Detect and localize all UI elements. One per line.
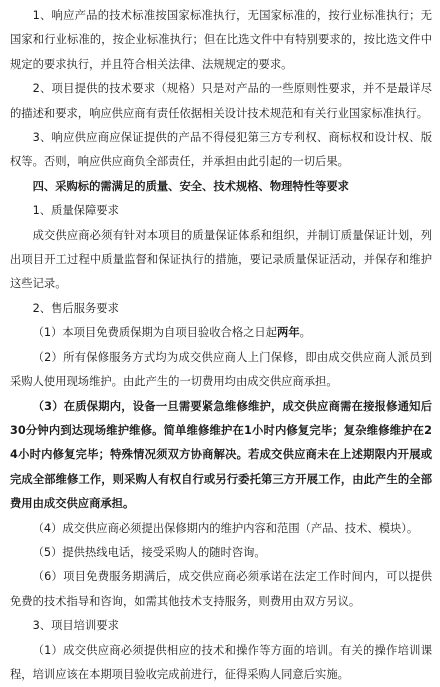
subheading-training: 3、项目培训要求: [32, 619, 119, 633]
paragraph-tech-requirements: 2、项目提供的技术要求（规格）只是对产品的一些原则性要求，并不是最详尽的描述和要求，响应供应商有责任依据相关设计技术规范和有关行业国家标准执行。: [10, 82, 432, 120]
paragraph-quality-system: 成交供应商必须有针对本项目的质量保证体系和组织，并制订质量保证计划，列出项目开工过程中质量监督和保证执行的措施，要记录质量保证活动，并保存和维护这些记录。: [10, 228, 432, 291]
paragraph-training: （1）成交供应商必须提供相应的技术和操作等方面的培训。有关的操作培训课程，培训应该在本期项目验收完成前进行，征得采购人同意后实施。: [10, 643, 432, 681]
warranty-tail: 。: [299, 326, 311, 340]
paragraph-tech-standard: 1、响应产品的技术标准按国家标准执行，无国家标准的，按行业标准执行；无国家和行业标准的，按企业标准执行；但在比选文件中有特别要求的，按比选文件中规定的要求执行，并且符合相关法律、法规规定的要求。: [10, 9, 432, 71]
warranty-text: （1）本项目免费质保期为自项目验收合格之日起: [32, 326, 278, 340]
paragraph-onsite-service: （2）所有保修服务方式均为成交供应商人上门保修，即由成交供应商人派员到采购人使用现场维护。由此产生的一切费用均由成交供应商承担。: [10, 350, 432, 389]
section-heading-4: 四、采购标的需满足的质量、安全、技术规格、物理特性等要求: [32, 179, 349, 193]
paragraph-ip-guarantee: 3、响应供应商应保证提供的产品不得侵犯第三方专利权、商标权和设计权、版权等。否则，响应供应商负全部责任，并承担由此引起的一切后果。: [10, 131, 432, 169]
subheading-quality: 1、质量保障要求: [32, 204, 119, 218]
paragraph-response-time: （3）在质保期内，设备一旦需要紧急维修维护，成交供应商需在接报修通知后30分钟内到达现场维护维修。简单维修维护在1小时内修复完毕；复杂维修维护在24小时内修复完毕；特殊情况须双方协商解决。若成交供应商未在上述期限内开展或完成全部维修工作，则采购人有权自行或另行委托第三方开展工作，由此产生的全部费用由成交供应商承担。: [10, 399, 432, 511]
paragraph-maintenance-scope: （4）成交供应商必须提出保修期内的维护内容和范围（产品、技术、模块）。: [32, 521, 419, 535]
paragraph-hotline: （5）提供热线电话，接受采购人的随时咨询。: [32, 545, 266, 559]
paragraph-post-warranty: （6）项目免费服务期满后，成交供应商必须承诺在法定工作时间内，可以提供免费的技术指导和咨询，如需其他技术支持服务，则费用由双方另议。: [10, 570, 432, 608]
subheading-after-sales: 2、售后服务要求: [32, 301, 119, 315]
warranty-duration: 两年: [277, 326, 300, 340]
paragraph-warranty-period: [10, 321, 432, 345]
